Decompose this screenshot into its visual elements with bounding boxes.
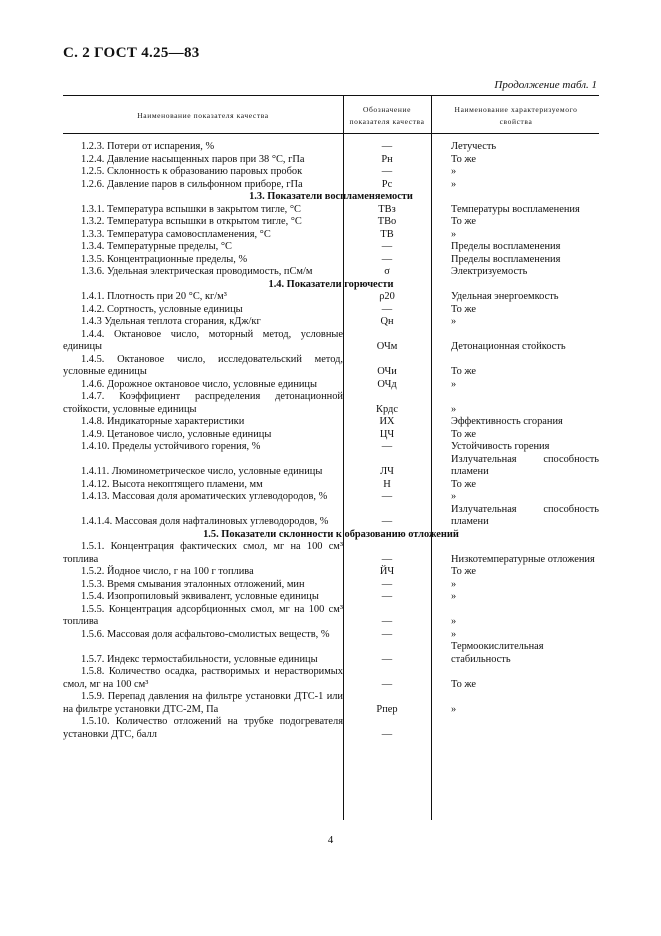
indicator-symbol: — <box>381 616 393 627</box>
indicator-name: 1.4.3 Удельная теплота сгорания, кДж/кг <box>81 316 261 327</box>
indicator-name: 1.2.4. Давление насыщенных паров при 38 °С, гПа <box>81 153 305 165</box>
property-name: То же <box>451 566 477 577</box>
table-row <box>63 666 599 691</box>
indicator-name: 1.3.4. Температурные пределы, °С <box>81 241 232 252</box>
indicator-symbol: ЛЧ <box>380 466 394 477</box>
indicator-symbol: Рс <box>381 178 393 190</box>
indicator-name: 1.3.1. Температура вспышки в закрытом тигле, °С <box>81 203 301 215</box>
table-row <box>63 354 599 379</box>
indicator-symbol: ТВз <box>378 203 396 215</box>
indicator-symbol: — <box>381 241 393 252</box>
property-name: » <box>451 403 457 415</box>
indicator-name: 1.4.10. Пределы устойчивого горения, % <box>81 441 261 452</box>
property-name: То же <box>451 478 477 490</box>
indicator-name: 1.5.7. Индекс термостабильности, условные единицы <box>81 653 318 665</box>
indicator-name: 1.4.7. Коэффициент распределения детонационной стойкости, условные единицы <box>63 391 343 415</box>
property-name: Удельная энергоемкость <box>451 291 559 302</box>
indicator-symbol: — <box>381 591 393 602</box>
property-name: » <box>451 178 457 190</box>
indicator-name: 1.4.11. Люминометрическое число, условные единицы <box>81 466 323 477</box>
table-row <box>63 479 599 492</box>
table-row <box>63 179 599 192</box>
indicator-symbol: Н <box>383 478 391 490</box>
indicator-name: 1.4.12. Высота некоптящего пламени, мм <box>81 478 263 490</box>
indicator-symbol: — <box>381 303 393 315</box>
indicator-name: 1.5.3. Время смывания эталонных отложений, мин <box>81 578 305 590</box>
indicator-symbol: — <box>381 141 393 152</box>
indicator-name: 1.4.1.4. Массовая доля нафталиновых углеводородов, % <box>81 516 329 527</box>
indicator-name: 1.4.1. Плотность при 20 °С, кг/м³ <box>81 291 227 302</box>
property-name: То же <box>451 428 477 440</box>
indicator-symbol: ρ20 <box>379 291 395 302</box>
table-header-rule <box>63 133 599 134</box>
property-name: Излучательная способность пламени <box>451 453 599 477</box>
table-row <box>63 716 599 741</box>
table-row <box>63 454 599 479</box>
table-row <box>63 416 599 429</box>
table-top-rule <box>63 95 599 96</box>
property-name: Детонационная стойкость <box>451 341 566 352</box>
table-row <box>63 329 599 354</box>
indicator-symbol: — <box>381 728 393 740</box>
table-row <box>63 254 599 267</box>
section-heading: 1.3. Показатели воспламеняемости <box>249 191 413 202</box>
indicator-symbol: — <box>381 516 393 527</box>
indicator-symbol: — <box>381 491 393 502</box>
table-row <box>63 379 599 392</box>
indicator-name: 1.4.4. Октановое число, моторный метод, условные единицы <box>63 328 343 352</box>
indicator-symbol: — <box>381 578 393 590</box>
indicator-symbol: ЦЧ <box>379 428 395 440</box>
property-name: Излучательная способность пламени <box>451 503 599 527</box>
indicator-symbol: Рпер <box>376 703 398 715</box>
indicator-symbol: Рн <box>381 153 393 165</box>
column-header-symbol: Обозначение показателя качества <box>349 105 425 126</box>
table-row <box>63 429 599 442</box>
table-row <box>63 504 599 529</box>
indicator-name: 1.5.4. Изопропиловый эквивалент, условные единицы <box>81 591 319 602</box>
table-row <box>63 604 599 629</box>
property-name: Термоокислительная стабильность <box>451 641 544 665</box>
table-row <box>63 391 599 416</box>
table-row <box>63 316 599 329</box>
property-name: » <box>451 591 457 602</box>
indicator-name: 1.5.2. Йодное число, г на 100 г топлива <box>81 566 254 577</box>
indicator-name: 1.5.8. Количество осадка, растворимых и нерастворимых смол, мг на 100 см³ <box>63 666 343 690</box>
column-header-name: Наименование показателя качества <box>137 111 269 120</box>
property-name: » <box>451 703 457 715</box>
indicator-name: 1.5.5. Концентрация адсорбционных смол, мг на 100 см³ топлива <box>63 603 343 627</box>
table-row <box>63 566 599 579</box>
page-number: 4 <box>327 834 334 846</box>
indicator-name: 1.5.6. Массовая доля асфальтово-смолистых веществ, % <box>81 628 330 640</box>
property-name: Температуры воспламенения <box>451 203 580 215</box>
property-name: » <box>451 166 457 177</box>
indicator-symbol: σ <box>384 266 390 277</box>
indicator-name: 1.2.6. Давление паров в сильфонном приборе, гПа <box>81 178 303 190</box>
table-row <box>63 441 599 454</box>
table-row <box>63 541 599 566</box>
property-name: » <box>451 378 457 390</box>
table-row <box>63 629 599 642</box>
indicator-name: 1.4.13. Массовая доля ароматических углеводородов, % <box>81 491 328 502</box>
section-heading: 1.5. Показатели склонности к образованию отложений <box>203 528 459 540</box>
section-heading: 1.4. Показатели горючести <box>268 278 394 290</box>
property-name: То же <box>451 216 477 227</box>
indicator-symbol: Крдс <box>376 403 398 415</box>
property-name: То же <box>451 678 477 690</box>
indicator-name: 1.3.2. Температура вспышки в открытом тигле, °С <box>81 216 302 227</box>
indicator-name: 1.5.9. Перепад давления на фильтре установки ДТС-1 или на фильтре установки ДТС-2М, Па <box>63 691 343 715</box>
indicator-name: 1.4.5. Октановое число, исследовательский метод, условные единицы <box>63 353 343 377</box>
property-name: » <box>451 628 457 640</box>
indicator-name: 1.3.5. Концентрационные пределы, % <box>81 253 248 265</box>
property-name: То же <box>451 153 477 165</box>
property-name: Устойчивость горения <box>451 441 550 452</box>
indicator-symbol: ОЧд <box>377 378 397 390</box>
indicator-symbol: — <box>381 628 393 640</box>
table-row <box>63 266 599 279</box>
indicator-name: 1.3.6. Удельная электрическая проводимость, пСм/м <box>81 266 313 277</box>
indicator-name: 1.2.5. Склонность к образованию паровых пробок <box>81 166 303 177</box>
indicator-symbol: — <box>381 653 393 665</box>
indicator-symbol: — <box>381 678 393 690</box>
property-name: Пределы воспламенения <box>451 241 561 252</box>
indicator-symbol: — <box>381 441 393 452</box>
table-row <box>63 204 599 217</box>
property-name: То же <box>451 303 477 315</box>
indicator-name: 1.4.9. Цетановое число, условные единицы <box>81 428 272 440</box>
indicator-symbol: ИХ <box>379 416 395 427</box>
table-row <box>63 241 599 254</box>
property-name: Эффективность сгорания <box>451 416 563 427</box>
table-row <box>63 141 599 154</box>
table-row <box>63 591 599 604</box>
property-name: » <box>451 228 457 240</box>
table-row <box>63 641 599 666</box>
indicator-symbol: — <box>381 253 393 265</box>
indicator-symbol: ОЧм <box>376 341 398 352</box>
indicator-name: 1.4.8. Индикаторные характеристики <box>81 416 245 427</box>
table-row <box>63 691 599 716</box>
table-row <box>63 291 599 304</box>
indicator-symbol: — <box>381 166 393 177</box>
table-row <box>63 491 599 504</box>
document-header: С. 2 ГОСТ 4.25—83 <box>63 45 200 61</box>
property-name: Летучесть <box>451 141 497 152</box>
indicator-name: 1.4.6. Дорожное октановое число, условные единицы <box>81 378 317 390</box>
property-name: Электризуемость <box>451 266 528 277</box>
table-row <box>63 304 599 317</box>
property-name: Пределы воспламенения <box>451 253 561 265</box>
property-name: » <box>451 616 457 627</box>
table-row <box>63 216 599 229</box>
indicator-symbol: ТВ <box>380 228 394 240</box>
property-name: » <box>451 578 457 590</box>
indicator-symbol: ТВо <box>377 216 397 227</box>
indicator-name: 1.2.3. Потери от испарения, % <box>81 141 215 152</box>
indicator-name: 1.3.3. Температура самовоспламенения, °С <box>81 228 271 240</box>
indicator-symbol: ЙЧ <box>379 566 395 577</box>
indicator-symbol: Qн <box>380 316 394 327</box>
table-body <box>63 141 599 741</box>
property-name: » <box>451 316 457 327</box>
indicator-symbol: — <box>381 553 393 565</box>
table-row <box>63 166 599 179</box>
indicator-name: 1.4.2. Сортность, условные единицы <box>81 303 243 315</box>
quality-indicators-table <box>63 95 599 820</box>
property-name: То же <box>451 366 477 377</box>
property-name: » <box>451 491 457 502</box>
column-header-property: Наименование характеризуемого свойства <box>454 105 578 126</box>
indicator-name: 1.5.10. Количество отложений на трубке подогревателя установки ДТС, балл <box>63 716 343 740</box>
table-row <box>63 154 599 167</box>
table-row <box>63 579 599 592</box>
table-row <box>63 229 599 242</box>
indicator-symbol: ОЧи <box>377 366 397 377</box>
indicator-name: 1.5.1. Концентрация фактических смол, мг на 100 см³ топлива <box>63 541 343 565</box>
property-name: Низкотемпературные отложения <box>451 553 595 565</box>
table-continuation-label: Продолжение табл. 1 <box>494 79 597 91</box>
